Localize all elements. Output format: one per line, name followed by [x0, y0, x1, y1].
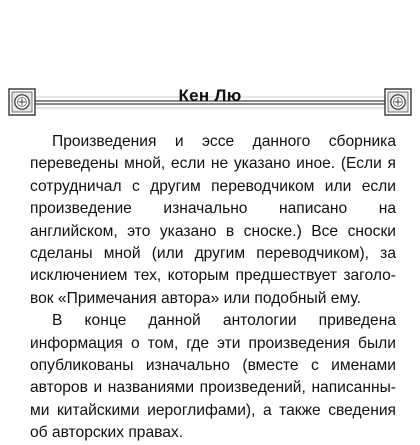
body-text	[30, 131, 396, 445]
paragraph: Произведения и эссе данного сборника переведены мной, если не указано иное. (Если я сотрудничал с другим переводчиком или если произведение изначально написано на английском, это указано в сноске.) Все сноски сделаны мной (или другим переводчиком), за исключением тех, которым предшествует заголовок «Примечания автора» или подобный ему.	[30, 133, 396, 307]
running-header	[8, 80, 412, 126]
paragraph: В конце данной антологии приведена информация о том, где эти произведения были опубликованы изначально (вместе с именами авторов и названиями произведений, написанными китайскими иероглифами), а также сведения об авторских правах.	[30, 312, 396, 442]
author-name-header: Кен Лю	[178, 86, 242, 105]
